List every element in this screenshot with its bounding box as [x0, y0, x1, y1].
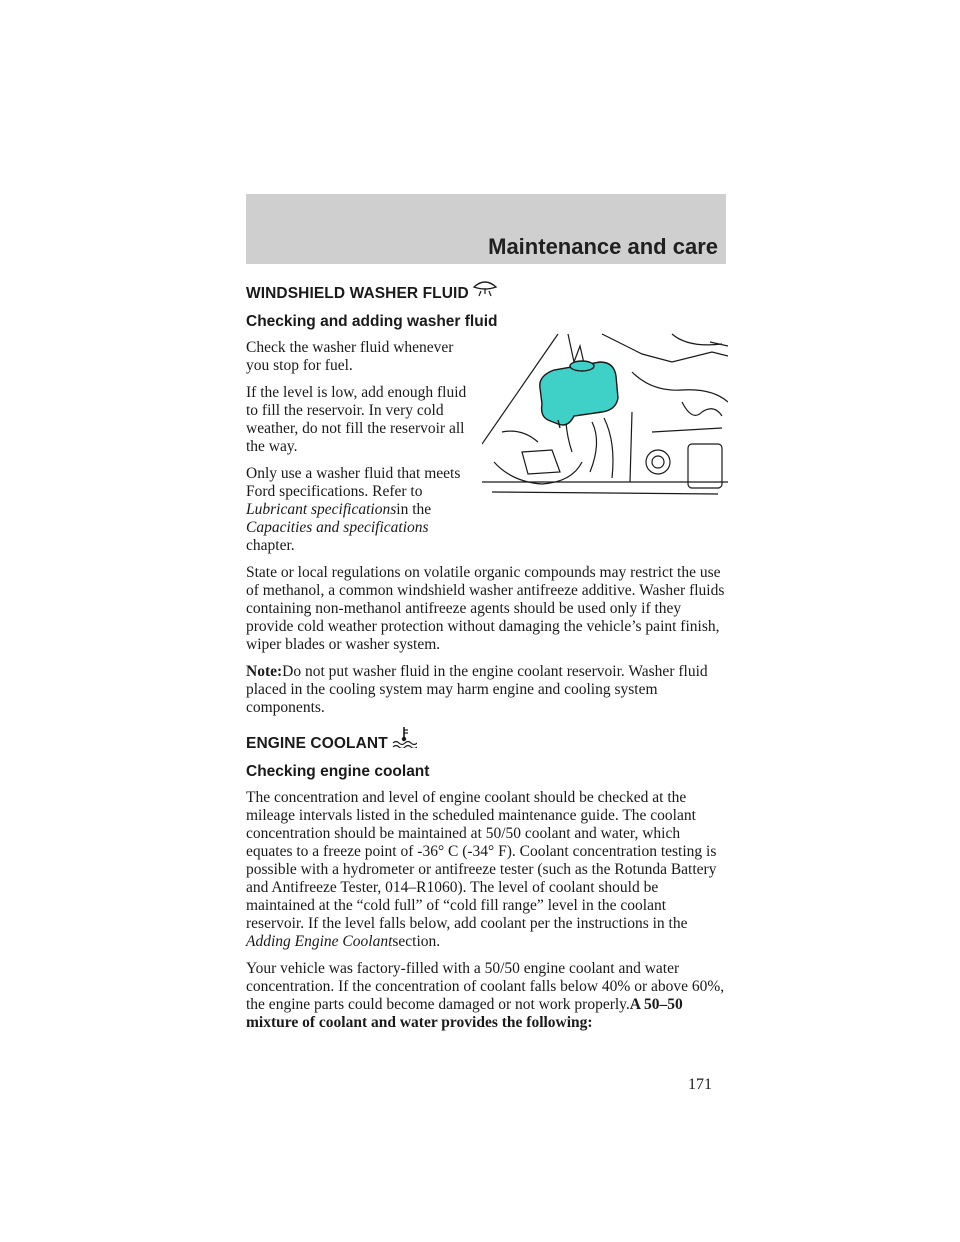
washer-paragraph-3-text-c: chapter.: [246, 537, 295, 554]
washer-paragraph-3: [246, 465, 478, 555]
coolant-paragraph-2: [246, 960, 726, 1032]
washer-paragraph-3-text-a: Only use a washer fluid that meets Ford specifications. Refer to: [246, 465, 461, 500]
note-text: Do not put washer fluid in the engine coolant reservoir. Washer fluid placed in the cooling system may harm engine and cooling system components.: [246, 663, 708, 716]
coolant-temperature-icon: [391, 726, 417, 753]
washer-reservoir: [540, 361, 618, 428]
capacities-specifications-reference: Capacities and specifications: [246, 519, 429, 536]
adding-engine-coolant-reference: Adding Engine Coolant: [246, 933, 393, 950]
washer-paragraph-2: If the level is low, add enough fluid to fill the reservoir. In very cold weather, do not fill the reservoir all the way.: [246, 384, 467, 455]
engine-coolant-heading: [246, 726, 726, 753]
washer-paragraph-3-text-b: in the: [396, 501, 432, 518]
washer-paragraph-4: State or local regulations on volatile organic compounds may restrict the use of methanol, a common windshield washer antifreeze additive. Washer fluids containing non-methanol antifreeze agents should be used only if they provide cold weather protection without damaging the vehicle’s paint finish, wiper blades or washer system.: [246, 564, 725, 653]
washer-fluid-icon: [472, 278, 498, 303]
page-content: [246, 278, 726, 1041]
coolant-paragraph-1-text-a: The concentration and level of engine coolant should be checked at the mileage intervals listed in the scheduled maintenance guide. The coolant concentration should be maintained at 50/50 coolant and water, which equates to a freeze point of -36° C (-34° F). Coolant concentration testing is possible with a hydrometer or antifreeze tester (such as the Rotunda Battery and Antifreeze Tester, 014–R1060). The level of coolant should be maintained at the “cold full” of “cold fill range” level in the coolant reservoir. If the level falls below, add coolant per the instructions in the: [246, 789, 717, 932]
washer-note: [246, 663, 726, 717]
washer-paragraph-1: Check the washer fluid whenever you stop for fuel.: [246, 339, 454, 374]
washer-fluid-heading-text: WINDSHIELD WASHER FLUID: [246, 285, 469, 302]
engine-compartment-illustration: [482, 332, 728, 504]
engine-coolant-heading-text: ENGINE COOLANT: [246, 735, 388, 752]
page-number: 171: [688, 1076, 712, 1093]
note-label: Note:: [246, 663, 283, 680]
section-header-title: Maintenance and care: [488, 234, 718, 259]
washer-fluid-heading: [246, 278, 726, 303]
coolant-paragraph-1-text-b: section.: [392, 933, 441, 950]
coolant-paragraph-2-text: Your vehicle was factory-filled with a 50/50 engine coolant and water concentration. If the concentration of coolant falls below 40% or above 60%, the engine parts could become damaged or not work properly.: [246, 960, 725, 1013]
section-header-band: [246, 194, 726, 264]
coolant-paragraph-1: [246, 789, 726, 951]
coolant-subheading: Checking engine coolant: [246, 763, 430, 780]
coolant-mixture-lead: A 50–50 mixture of coolant and water provides the following:: [246, 996, 683, 1031]
lubricant-specifications-reference: Lubricant specifications: [246, 501, 397, 518]
washer-fluid-subheading: Checking and adding washer fluid: [246, 313, 498, 330]
